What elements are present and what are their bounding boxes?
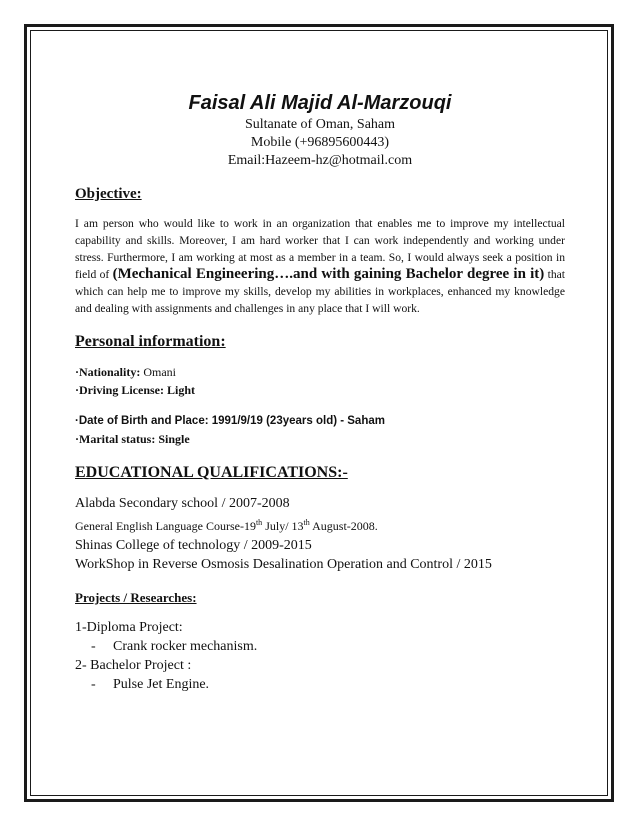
education-title: EDUCATIONAL QUALIFICATIONS:- — [75, 464, 348, 481]
project-sub-text: Pulse Jet Engine. — [113, 677, 210, 692]
projects-title: Projects / Researches: — [75, 590, 197, 605]
project-item: 1-Diploma Project: — [75, 620, 183, 635]
education-text: August-2008. — [309, 519, 378, 533]
superscript: th — [303, 518, 310, 527]
email: Email:Hazeem-hz@hotmail.com — [227, 153, 413, 168]
objective-text-2: that which can help me to improve my skills, develop my abilities in workplaces, enhanced my knowledge and dealing with assignments and challenges in any place that I will work. — [75, 268, 565, 315]
resume-content — [75, 90, 565, 694]
spacer — [75, 399, 565, 411]
nationality-value: Omani — [140, 365, 177, 379]
license-text: ·Driving License: Light — [75, 383, 195, 397]
nationality-line — [75, 363, 565, 381]
location: Sultanate of Oman, Saham — [244, 117, 396, 132]
education-item: Shinas College of technology / 2009-2015 — [75, 538, 312, 553]
marital-text: ·Marital status: Single — [75, 432, 190, 446]
objective-emphasis: (Mechanical Engineering….and with gaining Bachelor degree in it) — [112, 266, 545, 282]
dob-text: ·Date of Birth and Place: 1991/9/19 (23years old) - Saham — [75, 415, 385, 427]
objective-paragraph — [75, 215, 565, 317]
dash: - — [91, 677, 96, 692]
dob-line — [75, 411, 565, 430]
project-sub-text: Crank rocker mechanism. — [113, 639, 258, 654]
objective-text-1: I am person who would like to work in an organization that enables me to improve my intellectual capability and skills. Moreover, I am hard worker that I can work independently and working under stress. Furthermore, I am working at most as a member in a team. So, I would always seek a position in field of — [75, 217, 565, 281]
superscript: th — [255, 518, 263, 527]
nationality-label: ·Nationality: — [75, 365, 141, 379]
marital-line — [75, 430, 565, 448]
education-item — [75, 513, 565, 536]
objective-title: Objective: — [75, 186, 142, 202]
education-text: July/ 13 — [262, 519, 304, 533]
education-item: Alabda Secondary school / 2007-2008 — [75, 496, 290, 511]
mobile: Mobile (+96895600443) — [250, 135, 390, 150]
dash: - — [91, 639, 96, 654]
personal-info-title: Personal information: — [75, 333, 226, 350]
candidate-name: Faisal Ali Majid Al-Marzouqi — [188, 92, 452, 114]
project-sub-item — [75, 637, 565, 656]
education-text: General English Language Course-19 — [75, 519, 256, 533]
license-line — [75, 381, 565, 399]
project-item: 2- Bachelor Project : — [75, 658, 192, 673]
education-item: WorkShop in Reverse Osmosis Desalination Operation and Control / 2015 — [75, 557, 492, 572]
project-sub-item — [75, 675, 565, 694]
